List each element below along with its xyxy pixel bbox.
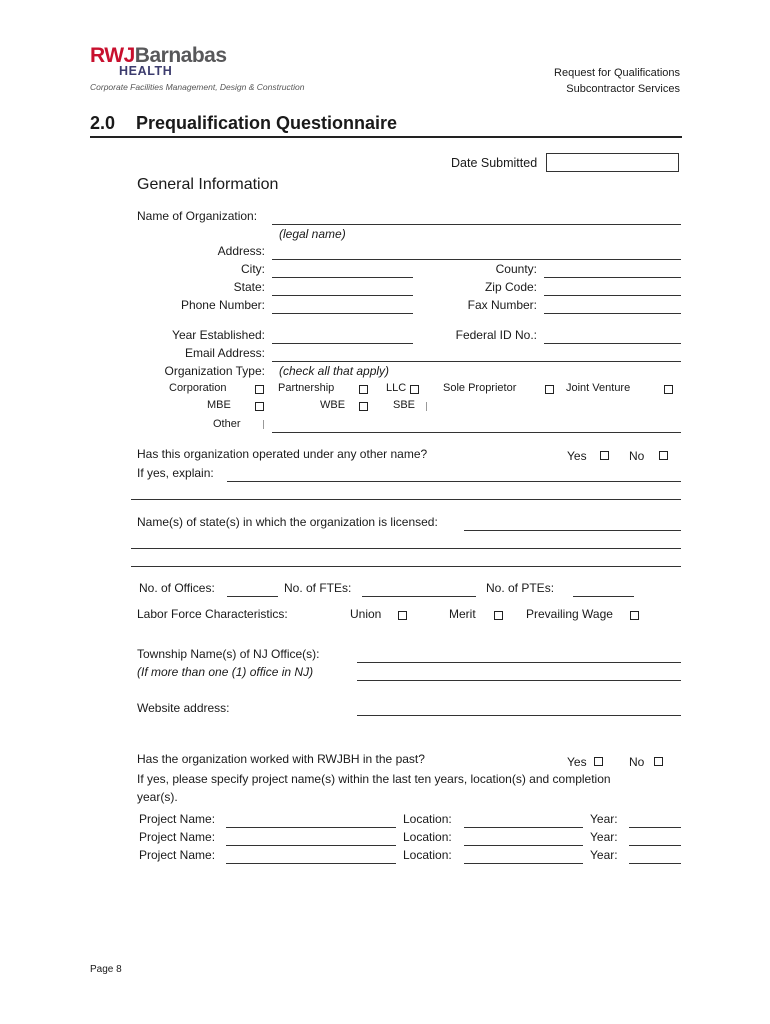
city-field[interactable]	[272, 277, 413, 278]
type-joint-checkbox[interactable]	[664, 385, 673, 394]
phone-label: Phone Number:	[180, 298, 265, 312]
labor-union-label: Union	[350, 607, 382, 621]
rwjbh-specify-2: year(s).	[137, 790, 178, 804]
explain-label: If yes, explain:	[137, 466, 214, 480]
org-type-label: Organization Type:	[164, 364, 265, 378]
doc-title-line1: Request for Qualifications	[554, 67, 680, 79]
logo-barnabas: Barnabas	[134, 44, 227, 67]
rwjbh-no-checkbox[interactable]	[654, 757, 663, 766]
rwjbh-yes-checkbox[interactable]	[594, 757, 603, 766]
type-mbe-checkbox[interactable]	[255, 402, 264, 411]
email-field[interactable]	[272, 361, 681, 362]
rwjbh-no-label: No	[629, 755, 645, 769]
phone-field[interactable]	[272, 313, 413, 314]
county-label: County:	[495, 262, 537, 276]
type-wbe-checkbox[interactable]	[359, 402, 368, 411]
section-title: Prequalification Questionnaire	[136, 113, 398, 133]
year-label-3: Year:	[590, 848, 618, 862]
rwjbh-question: Has the organization worked with RWJBH in the past?	[137, 752, 425, 766]
year-field-3[interactable]	[629, 863, 681, 864]
type-other-marker	[263, 420, 264, 429]
type-mbe-label: MBE	[207, 399, 231, 411]
legal-name-hint: (legal name)	[279, 227, 346, 241]
other-name-no-label: No	[629, 449, 645, 463]
year-label-1: Year:	[590, 812, 618, 826]
type-other-field[interactable]	[272, 432, 681, 433]
doc-title-line2: Subcontractor Services	[566, 83, 680, 95]
state-field[interactable]	[272, 295, 413, 296]
location-field-1[interactable]	[464, 827, 583, 828]
type-wbe-label: WBE	[320, 399, 346, 411]
ftes-label: No. of FTEs:	[284, 581, 352, 595]
zip-label: Zip Code:	[484, 280, 537, 294]
township-hint: (If more than one (1) office in NJ)	[137, 665, 314, 679]
year-established-label: Year Established:	[172, 328, 265, 342]
project-name-field-1[interactable]	[226, 827, 396, 828]
other-name-question: Has this organization operated under any other name?	[137, 447, 428, 461]
project-name-field-2[interactable]	[226, 845, 396, 846]
org-type-hint: (check all that apply)	[279, 364, 390, 378]
labor-merit-label: Merit	[449, 607, 476, 621]
zip-field[interactable]	[544, 295, 681, 296]
section-rule	[90, 136, 682, 138]
project-name-field-3[interactable]	[226, 863, 396, 864]
type-llc-label: LLC	[386, 382, 407, 394]
type-sole-label: Sole Proprietor	[443, 382, 517, 394]
general-info-heading: General Information	[137, 176, 279, 193]
website-label: Website address:	[137, 701, 230, 715]
type-llc-checkbox[interactable]	[410, 385, 419, 394]
explain-field-2[interactable]	[131, 499, 681, 500]
type-sbe-checkbox[interactable]	[426, 402, 427, 411]
year-label-2: Year:	[590, 830, 618, 844]
section-number: 2.0	[90, 113, 116, 133]
township-field-2[interactable]	[357, 680, 681, 681]
type-corporation-label: Corporation	[169, 382, 227, 394]
ftes-field[interactable]	[362, 596, 476, 597]
labor-force-label: Labor Force Characteristics:	[137, 607, 288, 621]
city-label: City:	[241, 262, 265, 276]
location-field-3[interactable]	[464, 863, 583, 864]
licensed-states-field-3[interactable]	[131, 566, 681, 567]
year-established-field[interactable]	[272, 343, 413, 344]
org-name-field[interactable]	[272, 224, 681, 225]
type-sbe-label: SBE	[393, 399, 416, 411]
other-name-yes-label: Yes	[567, 449, 587, 463]
licensed-states-field-2[interactable]	[131, 548, 681, 549]
licensed-states-field[interactable]	[464, 530, 681, 531]
type-partnership-checkbox[interactable]	[359, 385, 368, 394]
project-name-label-3: Project Name:	[139, 848, 216, 862]
ptes-field[interactable]	[573, 596, 634, 597]
year-field-2[interactable]	[629, 845, 681, 846]
type-partnership-label: Partnership	[278, 382, 335, 394]
project-name-label-1: Project Name:	[139, 812, 216, 826]
type-other-label: Other	[213, 418, 241, 430]
location-label-2: Location:	[403, 830, 452, 844]
explain-field[interactable]	[227, 481, 681, 482]
township-label: Township Name(s) of NJ Office(s):	[137, 647, 320, 661]
ptes-label: No. of PTEs:	[486, 581, 555, 595]
project-name-label-2: Project Name:	[139, 830, 216, 844]
licensed-states-label: Name(s) of state(s) in which the organization is licensed:	[137, 515, 438, 529]
rwjbh-yes-label: Yes	[567, 755, 587, 769]
org-name-label: Name of Organization:	[137, 209, 258, 223]
offices-field[interactable]	[227, 596, 278, 597]
other-name-yes-checkbox[interactable]	[600, 451, 609, 460]
location-label-3: Location:	[403, 848, 452, 862]
labor-merit-checkbox[interactable]	[494, 611, 503, 620]
labor-union-checkbox[interactable]	[398, 611, 407, 620]
type-joint-label: Joint Venture	[566, 382, 631, 394]
date-submitted-label: Date Submitted	[451, 156, 538, 170]
other-name-no-checkbox[interactable]	[659, 451, 668, 460]
fax-label: Fax Number:	[467, 298, 537, 312]
logo-health: HEALTH	[119, 64, 173, 78]
federal-id-label: Federal ID No.:	[455, 328, 537, 342]
logo-rwj: RWJ	[90, 44, 135, 67]
date-submitted-field[interactable]	[546, 153, 679, 172]
township-field-1[interactable]	[357, 662, 681, 663]
type-sole-checkbox[interactable]	[545, 385, 554, 394]
labor-prevailing-checkbox[interactable]	[630, 611, 639, 620]
offices-label: No. of Offices:	[139, 581, 215, 595]
address-field[interactable]	[272, 259, 681, 260]
type-corporation-checkbox[interactable]	[255, 385, 264, 394]
state-label: State:	[233, 280, 265, 294]
year-field-1[interactable]	[629, 827, 681, 828]
labor-prevailing-label: Prevailing Wage	[526, 607, 613, 621]
federal-id-field[interactable]	[544, 343, 681, 344]
location-label-1: Location:	[403, 812, 452, 826]
rwjbh-specify: If yes, please specify project name(s) within the last ten years, location(s) and completion	[137, 772, 611, 786]
fax-field[interactable]	[544, 313, 681, 314]
location-field-2[interactable]	[464, 845, 583, 846]
department-subtitle: Corporate Facilities Management, Design & Construction	[90, 82, 305, 92]
address-label: Address:	[217, 244, 265, 258]
county-field[interactable]	[544, 277, 681, 278]
email-label: Email Address:	[184, 346, 265, 360]
website-field[interactable]	[357, 715, 681, 716]
page-number: Page 8	[90, 964, 122, 975]
